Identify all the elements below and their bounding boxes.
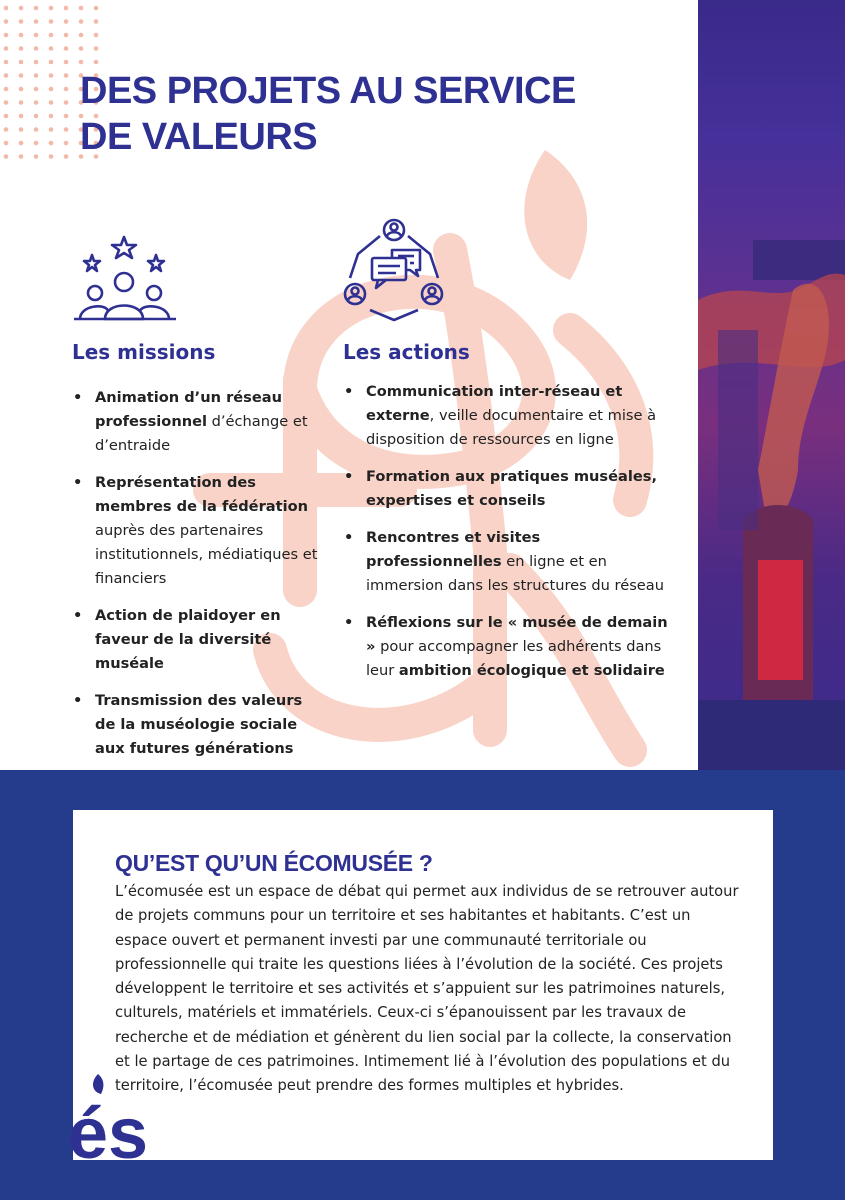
dot — [49, 60, 54, 65]
dot — [79, 6, 84, 11]
dot — [4, 60, 9, 65]
dot — [49, 100, 54, 105]
dot — [4, 114, 9, 119]
dot — [34, 154, 39, 159]
dot — [34, 33, 39, 38]
dot — [19, 33, 24, 38]
list-item: • Formation aux pratiques muséales, expertises et conseils — [344, 465, 679, 513]
svg-text:és: és — [68, 1094, 149, 1164]
dot — [79, 46, 84, 51]
dot — [49, 154, 54, 159]
dot — [64, 127, 69, 132]
dot — [34, 46, 39, 51]
dot — [49, 87, 54, 92]
dot — [34, 6, 39, 11]
dot — [4, 127, 9, 132]
dot — [64, 100, 69, 105]
dot — [49, 46, 54, 51]
actions-list — [344, 380, 679, 696]
dot — [34, 87, 39, 92]
dot — [34, 100, 39, 105]
dot — [49, 33, 54, 38]
dot — [19, 60, 24, 65]
dot — [94, 6, 99, 11]
dot — [64, 60, 69, 65]
dot — [19, 73, 24, 78]
dot — [49, 114, 54, 119]
list-item: • Communication inter-réseau et externe, veille documentaire et mise à disposition de ressources en ligne — [344, 380, 679, 452]
dot — [4, 19, 9, 24]
dot — [64, 19, 69, 24]
dot — [64, 6, 69, 11]
dot — [19, 46, 24, 51]
dot — [79, 19, 84, 24]
dot — [94, 33, 99, 38]
dot — [94, 46, 99, 51]
dot — [64, 87, 69, 92]
dot — [19, 100, 24, 105]
dot — [64, 154, 69, 159]
dot — [34, 141, 39, 146]
dot — [19, 154, 24, 159]
museum-photo — [698, 0, 845, 770]
es-logo-icon — [68, 1072, 168, 1164]
dot — [19, 114, 24, 119]
dot — [19, 87, 24, 92]
dot — [4, 33, 9, 38]
dot — [4, 87, 9, 92]
dot — [4, 73, 9, 78]
network-chat-icon — [340, 218, 448, 322]
dot — [49, 73, 54, 78]
list-item: • Animation d’un réseau professionnel d’échange et d’entraide — [73, 386, 323, 458]
dot — [49, 141, 54, 146]
ecomusee-heading: QU’EST QU’UN ÉCOMUSÉE ? — [115, 850, 433, 876]
list-item: • Réflexions sur le « musée de demain » pour accompagner les adhérents dans leur ambition écologique et solidaire — [344, 611, 679, 683]
missions-list — [73, 386, 323, 770]
dot — [19, 141, 24, 146]
dot — [94, 60, 99, 65]
dot — [64, 114, 69, 119]
dot — [34, 127, 39, 132]
list-item: • Rencontres et visites professionnelles en ligne et en immersion dans les structures du réseau — [344, 526, 679, 598]
dot — [34, 73, 39, 78]
dot — [4, 100, 9, 105]
dot — [79, 60, 84, 65]
list-item: • Transmission des valeurs de la muséologie sociale aux futures générations — [73, 689, 323, 761]
dot — [19, 127, 24, 132]
dot — [34, 114, 39, 119]
page-title: DES PROJETS AU SERVICE DE VALEURS — [80, 70, 576, 158]
dot — [94, 19, 99, 24]
dot — [64, 73, 69, 78]
dot — [49, 19, 54, 24]
dot — [34, 19, 39, 24]
ecomusee-box — [73, 810, 773, 1160]
dot — [4, 46, 9, 51]
dot — [49, 127, 54, 132]
actions-heading: Les actions — [343, 340, 470, 364]
dot — [49, 6, 54, 11]
ecomusee-body: L’écomusée est un espace de débat qui permet aux individus de se retrouver autour de projets communs pour un territoire et ses habitantes et habitants. C’est un espace ouvert et permanent investi par une communauté territoriale ou professionnelle qui traite les questions liées à l’évolution de la société. Ces projets développent le territoire et ses activités et s’appuient sur les patrimoines naturels, culturels, matériels et immatériels. Ceux-ci s’épanouissent par les travaux de recherche et de médiation et génèrent du lien social par la collecte, la conservation et le partage de ces patrimoines. Intimement lié à l’évolution des populations et du territoire, l’écomusée peut prendre des formes multiples et hybrides. — [115, 883, 739, 1095]
dot — [4, 141, 9, 146]
dot — [19, 6, 24, 11]
dot — [64, 141, 69, 146]
dot — [64, 46, 69, 51]
team-stars-icon — [72, 235, 178, 323]
list-item: • Représentation des membres de la fédération auprès des partenaires institutionnels, médiatiques et financiers — [73, 471, 323, 591]
dot — [4, 6, 9, 11]
missions-heading: Les missions — [72, 340, 216, 364]
list-item: • Action de plaidoyer en faveur de la diversité muséale — [73, 604, 323, 676]
dot — [34, 60, 39, 65]
dot — [19, 19, 24, 24]
dot — [79, 33, 84, 38]
dot — [64, 33, 69, 38]
dot — [4, 154, 9, 159]
